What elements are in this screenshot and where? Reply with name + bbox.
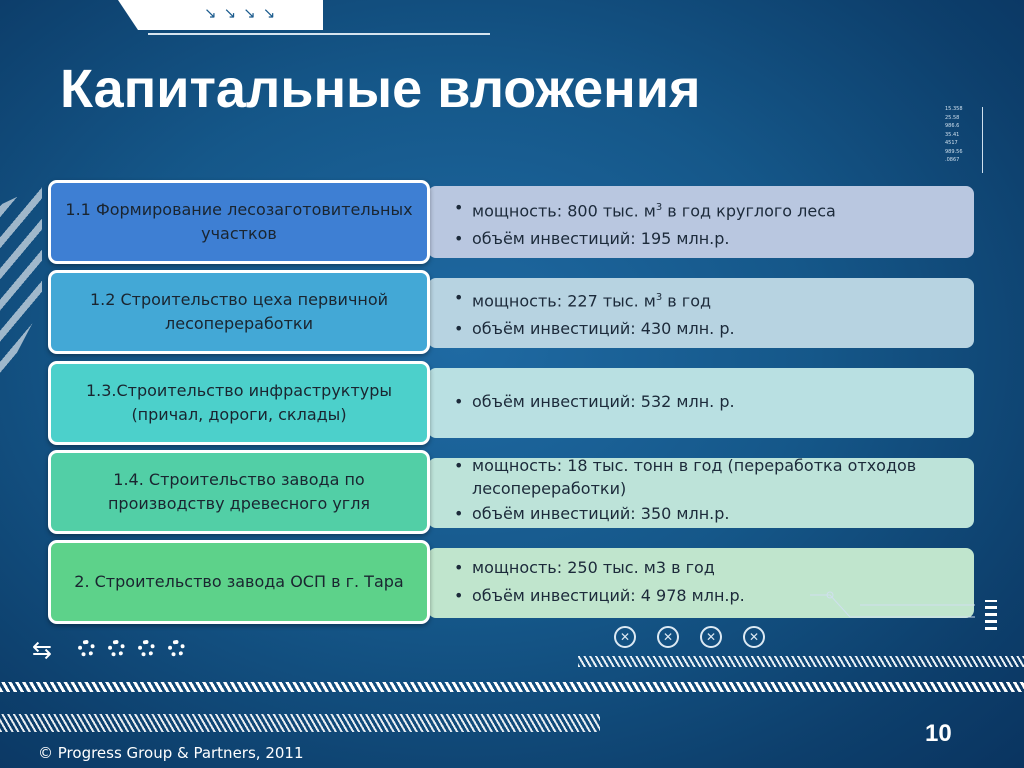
left-stripe-decor [0,185,42,385]
row-label: 1.4. Строительство завода по производству древесного угля [48,450,430,534]
footer-stripe [0,714,600,732]
bullet-item: • мощность: 227 тыс. $м^3$ в год [454,284,735,315]
row-label: 2. Строительство завода ОСП в г. Тара [48,540,430,624]
row-label: 1.1 Формирование лесозаготовительных участков [48,180,430,264]
bullet-item: • объём инвестиций: 195 млн.р. [454,225,836,253]
x-circle-icon: ✕ [657,626,679,648]
row-label: 1.3.Строительство инфраструктуры (причал, дороги, склады) [48,361,430,445]
bullet-item: • мощность: 800 тыс. $м^3$ в год круглого леса [454,194,836,225]
dotted-circle-icon [138,640,155,657]
tick-label: 4517 [945,140,958,146]
bullet-item: • мощность: 18 тыс. тонн в год (переработка отходов лесопереработки) [454,454,958,500]
bullet-item: • мощность: 250 тыс. м3 в год [454,554,745,582]
dotted-circle-icon [108,640,125,657]
tick-label: 35.41 [945,131,960,138]
footer-stripe [578,656,1024,667]
scale-ticks-decor [945,105,985,175]
right-stripe-decor [985,600,997,630]
investment-row [48,180,974,270]
x-circle-icon: ✕ [614,626,636,648]
investment-row [48,361,974,451]
dotted-circle-icon [168,640,185,657]
page-number: 10 [925,720,952,747]
copyright-text: © Progress Group & Partners, 2011 [38,744,304,762]
bullet-item: • объём инвестиций: 350 млн.р. [454,500,958,528]
bullet-item: • объём инвестиций: 532 млн. р. [454,388,735,416]
top-decor-line [148,33,490,35]
dotted-circle-group [78,640,185,657]
top-arrows-icon: ↘↘↘↘ [204,4,283,22]
circuit-decor [810,575,975,630]
dotted-circle-icon [78,640,95,657]
x-circle-group [614,626,765,648]
row-details [428,368,974,438]
tick-label: 25.58 [945,114,960,121]
row-details [428,186,974,258]
investment-row [48,270,974,360]
x-circle-icon: ✕ [743,626,765,648]
tick-label: 989.56 [945,148,963,155]
swap-arrows-icon[interactable]: ⇆ [32,636,53,664]
row-details [428,278,974,348]
row-label: 1.2 Строительство цеха первичной лесопереработки [48,270,430,354]
row-details [428,458,974,528]
tick-label: .0867 [945,157,960,163]
x-circle-icon: ✕ [700,626,722,648]
slide-title: Капитальные вложения [60,59,701,119]
bullet-item: • объём инвестиций: 430 млн. р. [454,315,735,343]
investment-row [48,450,974,540]
tick-label: 15.358 [945,106,963,112]
bullet-item: • объём инвестиций: 4 978 млн.р. [454,582,745,610]
footer-stripe [0,682,1024,692]
tick-label: 986.6 [945,123,960,129]
